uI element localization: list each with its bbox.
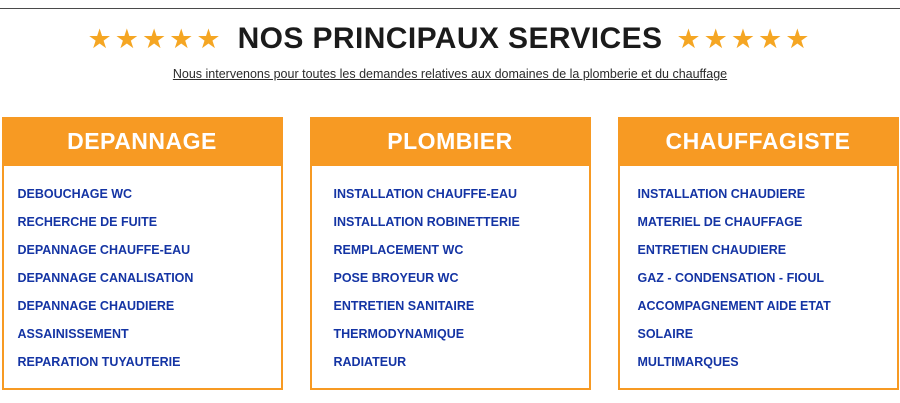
- list-item[interactable]: ASSAINISSEMENT: [17, 326, 129, 341]
- list-item[interactable]: REPARATION TUYAUTERIE: [17, 354, 181, 369]
- page-subtitle: Nous intervenons pour toutes les demandes relatives aux domaines de la plomberie et du chauffage: [172, 67, 728, 81]
- card-body-chauffagiste: [618, 166, 899, 390]
- card-title: DEPANNAGE: [67, 128, 217, 154]
- card-header-plombier: [310, 117, 591, 166]
- card-title: CHAUFFAGISTE: [665, 128, 851, 154]
- services-columns: [0, 117, 900, 390]
- card-header-depannage: [2, 117, 283, 166]
- list-item[interactable]: MATERIEL DE CHAUFFAGE: [637, 214, 803, 229]
- list-item[interactable]: DEPANNAGE CHAUDIERE: [17, 298, 175, 313]
- list-item[interactable]: RADIATEUR: [333, 354, 407, 369]
- list-item[interactable]: MULTIMARQUES: [637, 354, 739, 369]
- list-item[interactable]: POSE BROYEUR WC: [333, 270, 459, 285]
- stars-left-icon: ★★★★★: [87, 23, 224, 54]
- list-item[interactable]: SOLAIRE: [637, 326, 694, 341]
- service-card-chauffagiste: [618, 117, 899, 390]
- card-title: PLOMBIER: [387, 128, 513, 154]
- list-item[interactable]: ENTRETIEN SANITAIRE: [333, 298, 475, 313]
- list-item[interactable]: REMPLACEMENT WC: [333, 242, 464, 257]
- card-body-depannage: [2, 166, 283, 390]
- list-item[interactable]: DEBOUCHAGE WC: [17, 186, 133, 201]
- list-item[interactable]: THERMODYNAMIQUE: [333, 326, 465, 341]
- list-item[interactable]: GAZ - CONDENSATION - FIOUL: [637, 270, 825, 285]
- list-item[interactable]: INSTALLATION CHAUDIERE: [637, 186, 806, 201]
- card-header-chauffagiste: [618, 117, 899, 166]
- service-card-depannage: [2, 117, 283, 390]
- list-item[interactable]: INSTALLATION ROBINETTERIE: [333, 214, 520, 229]
- page-header: [0, 22, 900, 81]
- stars-right-icon: ★★★★★: [676, 23, 813, 54]
- top-divider: [0, 8, 900, 9]
- list-item[interactable]: ENTRETIEN CHAUDIERE: [637, 242, 787, 257]
- list-item[interactable]: INSTALLATION CHAUFFE-EAU: [333, 186, 518, 201]
- list-item[interactable]: ACCOMPAGNEMENT AIDE ETAT: [637, 298, 831, 313]
- card-body-plombier: [310, 166, 591, 390]
- service-card-plombier: [310, 117, 591, 390]
- title-row: [0, 22, 900, 56]
- page-title: NOS PRINCIPAUX SERVICES: [237, 22, 663, 55]
- list-item[interactable]: RECHERCHE DE FUITE: [17, 214, 158, 229]
- list-item[interactable]: DEPANNAGE CANALISATION: [17, 270, 194, 285]
- list-item[interactable]: DEPANNAGE CHAUFFE-EAU: [17, 242, 191, 257]
